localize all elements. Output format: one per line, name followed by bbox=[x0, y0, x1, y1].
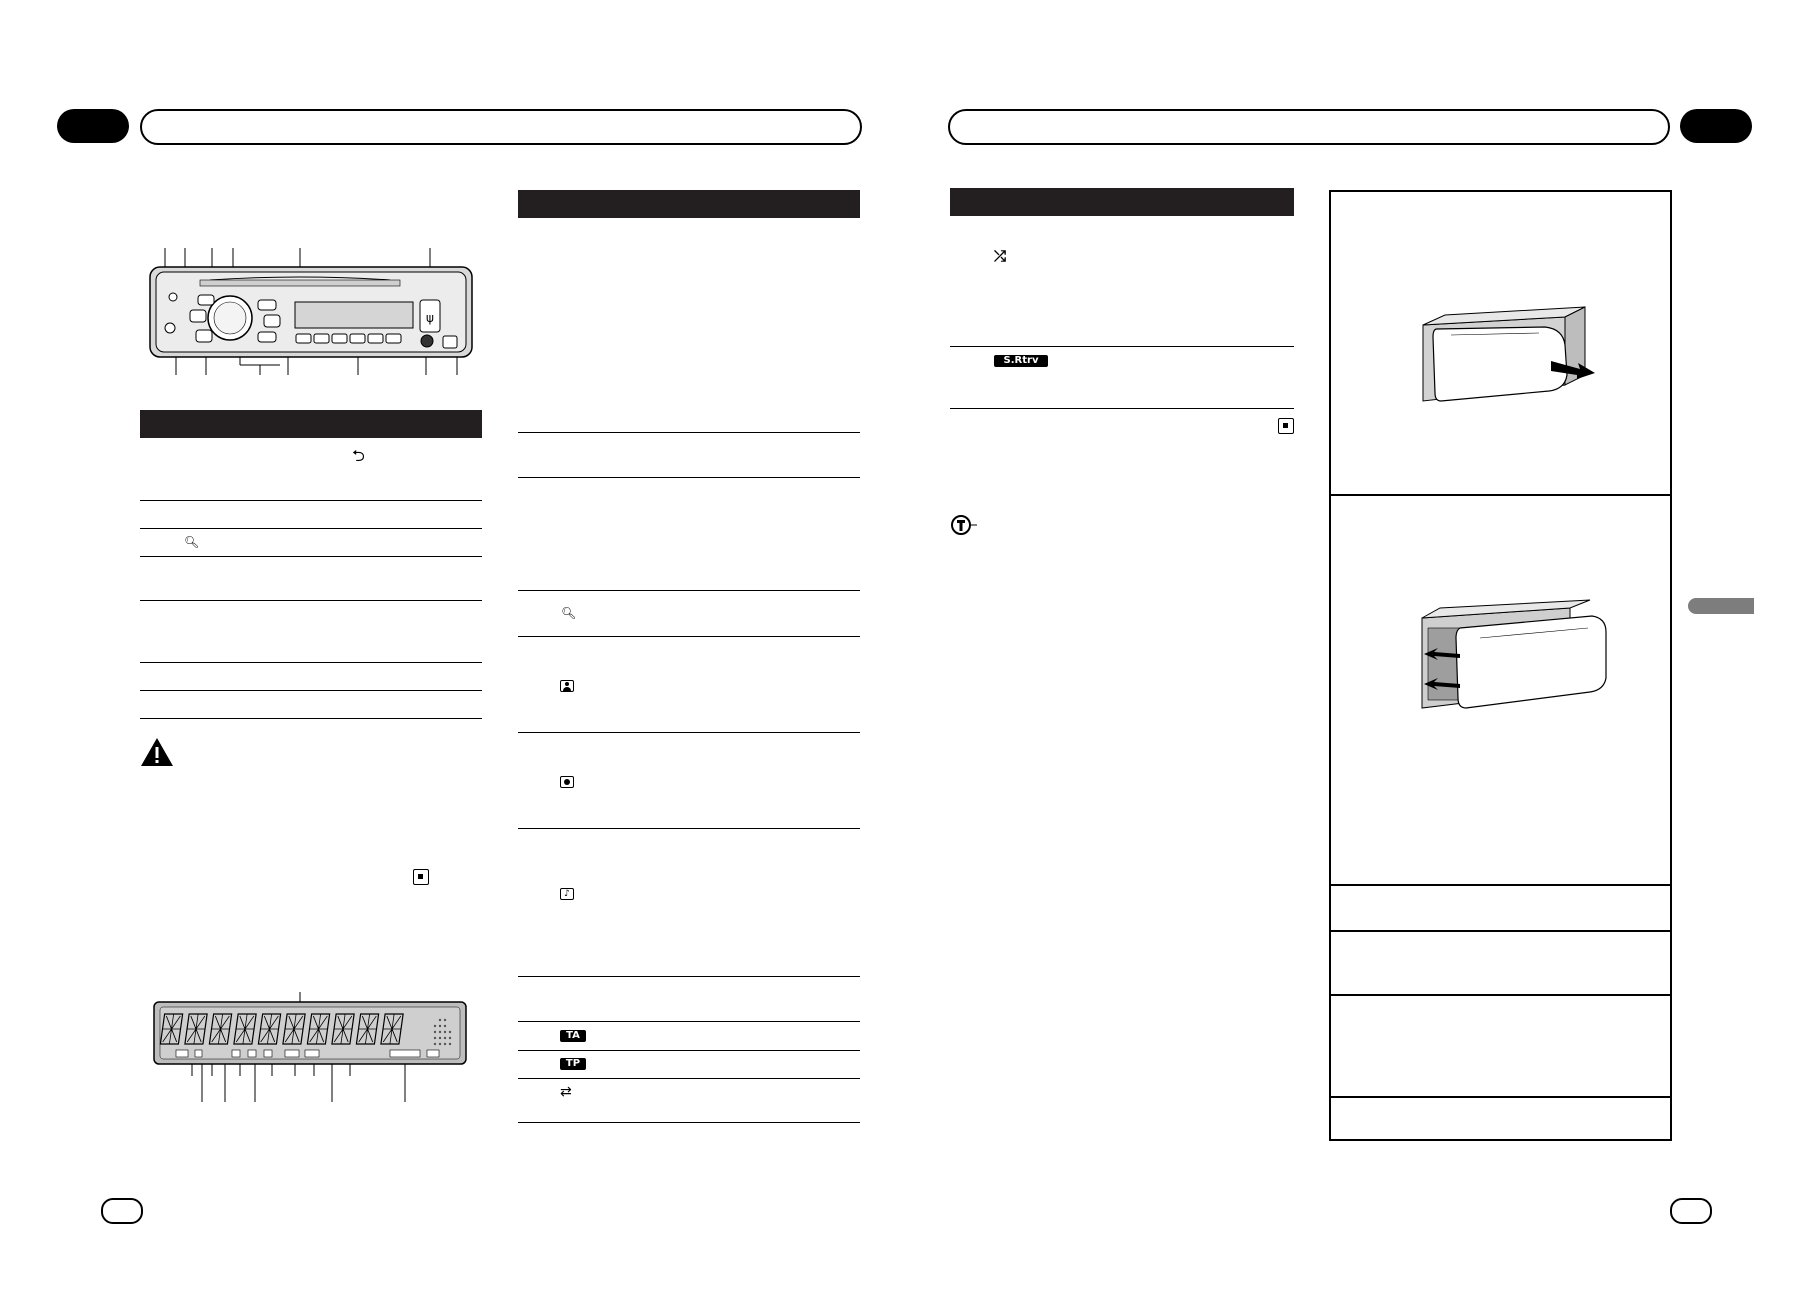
left-page-number bbox=[101, 1198, 143, 1224]
table-divider bbox=[518, 1050, 860, 1051]
table-divider bbox=[518, 1021, 860, 1022]
repeat-icon: ⇄ bbox=[560, 1084, 572, 1100]
table-divider bbox=[140, 662, 482, 663]
table-divider bbox=[950, 408, 1294, 409]
shuffle-icon: ⤮ bbox=[994, 247, 1007, 265]
tp-indicator: TP bbox=[560, 1058, 586, 1070]
front-panel-attach-illustration bbox=[1420, 598, 1610, 713]
table-divider bbox=[518, 1078, 860, 1079]
front-panel-removal-illustration bbox=[1415, 305, 1615, 415]
right-table-header bbox=[950, 188, 1294, 216]
middle-table-header bbox=[518, 190, 860, 218]
table-divider bbox=[140, 528, 482, 529]
left-header-title-bar bbox=[140, 109, 862, 145]
table-divider bbox=[140, 718, 482, 719]
box-divider bbox=[1331, 494, 1670, 496]
left-section-tab bbox=[57, 109, 129, 143]
table-divider bbox=[950, 346, 1294, 347]
table-divider bbox=[518, 432, 860, 433]
search-icon: 🔍︎ bbox=[184, 535, 200, 549]
right-header-title-bar bbox=[948, 109, 1670, 145]
ta-indicator: TA bbox=[560, 1030, 586, 1042]
box-divider bbox=[1331, 1096, 1670, 1098]
s-rtrv-indicator: S.Rtrv bbox=[994, 355, 1048, 367]
display-panel-illustration bbox=[150, 990, 470, 1102]
table-divider bbox=[140, 600, 482, 601]
left-table-header bbox=[140, 410, 482, 438]
table-divider bbox=[518, 590, 860, 591]
table-divider bbox=[518, 1122, 860, 1123]
svg-text:ψ: ψ bbox=[426, 311, 434, 325]
artist-icon bbox=[560, 680, 574, 692]
box-divider bbox=[1331, 930, 1670, 932]
return-icon: ⮌ bbox=[352, 446, 365, 465]
end-mark-icon bbox=[1278, 418, 1294, 434]
table-divider bbox=[518, 477, 860, 478]
table-divider bbox=[140, 690, 482, 691]
table-divider bbox=[140, 556, 482, 557]
important-icon bbox=[950, 514, 978, 536]
disc-icon bbox=[560, 776, 574, 788]
table-divider bbox=[518, 636, 860, 637]
table-divider bbox=[518, 976, 860, 977]
search-icon: 🔍︎ bbox=[561, 606, 577, 620]
table-divider bbox=[518, 828, 860, 829]
song-icon: ♪ bbox=[560, 888, 574, 900]
warning-icon bbox=[139, 736, 175, 768]
right-page-number bbox=[1670, 1198, 1712, 1224]
box-divider bbox=[1331, 884, 1670, 886]
table-divider bbox=[518, 732, 860, 733]
box-divider bbox=[1331, 994, 1670, 996]
table-divider bbox=[140, 500, 482, 501]
head-unit-illustration bbox=[140, 240, 480, 380]
end-mark-icon bbox=[413, 869, 429, 885]
side-thumb-tab bbox=[1688, 598, 1754, 614]
right-section-tab bbox=[1680, 109, 1752, 143]
